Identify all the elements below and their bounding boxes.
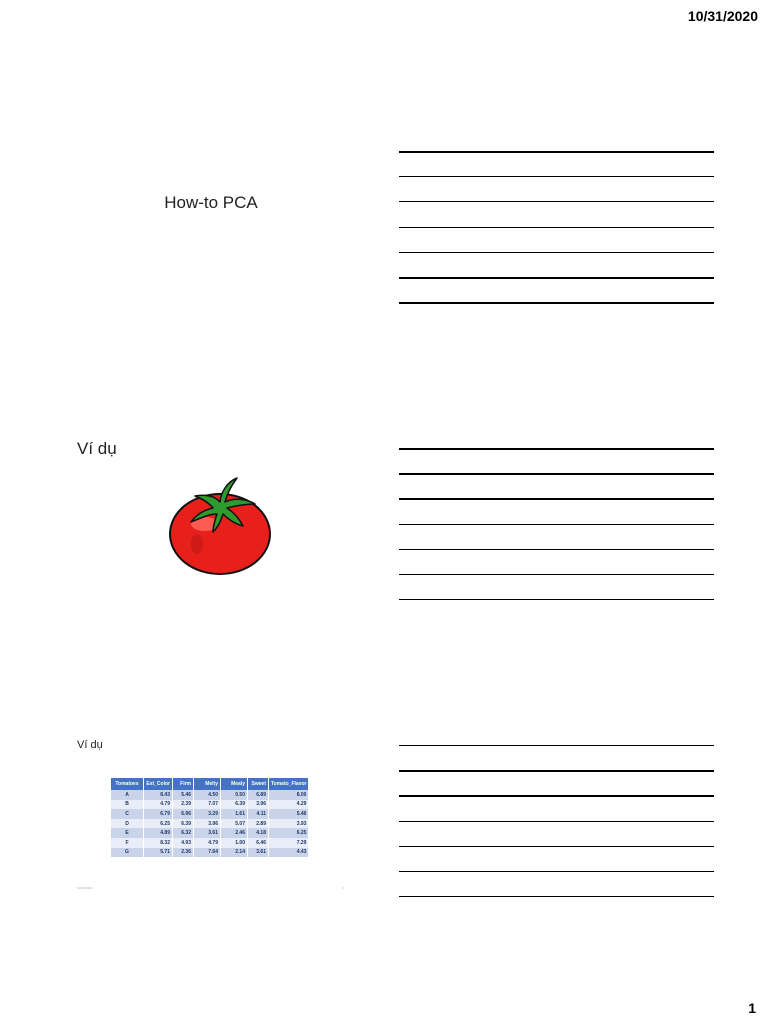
- note-line: [399, 151, 714, 153]
- table-cell: 3.96: [194, 819, 221, 829]
- table-cell: 2.14: [221, 848, 248, 858]
- note-line: [399, 277, 714, 279]
- table-cell: 1.61: [221, 809, 248, 819]
- slide3-title: Ví dụ: [77, 739, 103, 751]
- table-cell: 4.18: [248, 828, 269, 838]
- table-cell: 5.46: [173, 790, 194, 800]
- table-cell: 2.36: [173, 848, 194, 858]
- table-cell: 4.11: [248, 809, 269, 819]
- table-cell: 2.46: [221, 828, 248, 838]
- note-line: [399, 227, 714, 228]
- note-line: [399, 302, 714, 304]
- note-line: [399, 252, 714, 253]
- table-cell: 5.07: [221, 819, 248, 829]
- tomato-illustration: [165, 474, 275, 578]
- page-number: 1: [748, 1000, 756, 1016]
- table-cell: A: [111, 790, 144, 800]
- table-cell: 4.29: [269, 800, 309, 810]
- table-header: Ext_Color: [144, 778, 173, 790]
- table-cell: 3.93: [269, 819, 309, 829]
- table-row: [111, 828, 309, 838]
- table-cell: 6.79: [144, 809, 173, 819]
- slide2-title: Ví dụ: [77, 439, 117, 458]
- table-cell: 6.25: [269, 828, 309, 838]
- table-header: Firm: [173, 778, 194, 790]
- table-cell: 3.96: [248, 800, 269, 810]
- note-line: [399, 448, 714, 450]
- table-header: Mealy: [221, 778, 248, 790]
- table-cell: 6.25: [144, 819, 173, 829]
- table-cell: 7.29: [269, 838, 309, 848]
- table-cell: G: [111, 848, 144, 858]
- table-cell: E: [111, 828, 144, 838]
- table-cell: 2.89: [248, 819, 269, 829]
- table-row: [111, 848, 309, 858]
- table-cell: D: [111, 819, 144, 829]
- note-line: [399, 795, 714, 797]
- note-line: [399, 201, 714, 202]
- table-cell: 6.46: [248, 838, 269, 848]
- table-row: [111, 809, 309, 819]
- note-line: [399, 821, 714, 822]
- table-cell: 4.50: [194, 790, 221, 800]
- table-cell: 6.96: [173, 809, 194, 819]
- slide-footer-page: 3: [342, 886, 344, 890]
- table-cell: 3.61: [248, 848, 269, 858]
- slide-footer-date: 10/31/2020: [77, 886, 93, 890]
- table-cell: 0.50: [221, 790, 248, 800]
- table-header: Tomatoes: [111, 778, 144, 790]
- table-row: [111, 790, 309, 800]
- slide1-title: How-to PCA: [164, 193, 258, 212]
- table-cell: 8.32: [144, 838, 173, 848]
- table-header: Tomato_Flavor: [269, 778, 309, 790]
- table-cell: 3.61: [194, 828, 221, 838]
- table-header: Melty: [194, 778, 221, 790]
- table-cell: 6.32: [173, 828, 194, 838]
- table-cell: 6.39: [173, 819, 194, 829]
- note-line: [399, 176, 714, 177]
- table-cell: 8.00: [269, 790, 309, 800]
- table-cell: 4.89: [144, 828, 173, 838]
- table-cell: 6.39: [221, 800, 248, 810]
- note-line: [399, 770, 714, 772]
- tomato-data-table: [111, 778, 309, 857]
- table-row: [111, 838, 309, 848]
- table-row: [111, 800, 309, 810]
- table-cell: 7.64: [194, 848, 221, 858]
- table-cell: 4.93: [173, 838, 194, 848]
- note-line: [399, 745, 714, 746]
- table-cell: 5.71: [144, 848, 173, 858]
- table-cell: 7.07: [194, 800, 221, 810]
- table-cell: 2.39: [173, 800, 194, 810]
- table-cell: 6.89: [248, 790, 269, 800]
- table-header: Sweet: [248, 778, 269, 790]
- table-header-row: [111, 778, 309, 790]
- note-line: [399, 574, 714, 575]
- note-line: [399, 524, 714, 525]
- table-cell: C: [111, 809, 144, 819]
- note-line: [399, 871, 714, 872]
- table-cell: 4.79: [194, 838, 221, 848]
- table-cell: 4.43: [269, 848, 309, 858]
- table-cell: 1.00: [221, 838, 248, 848]
- note-line: [399, 599, 714, 600]
- note-line: [399, 549, 714, 550]
- note-line: [399, 498, 714, 500]
- table-cell: 4.79: [144, 800, 173, 810]
- header-date: 10/31/2020: [687, 8, 758, 24]
- note-line: [399, 896, 714, 897]
- table-cell: F: [111, 838, 144, 848]
- table-row: [111, 819, 309, 829]
- table-cell: B: [111, 800, 144, 810]
- table-cell: 3.29: [194, 809, 221, 819]
- table-cell: 5.46: [269, 809, 309, 819]
- note-line: [399, 473, 714, 475]
- table-cell: 8.43: [144, 790, 173, 800]
- note-line: [399, 846, 714, 847]
